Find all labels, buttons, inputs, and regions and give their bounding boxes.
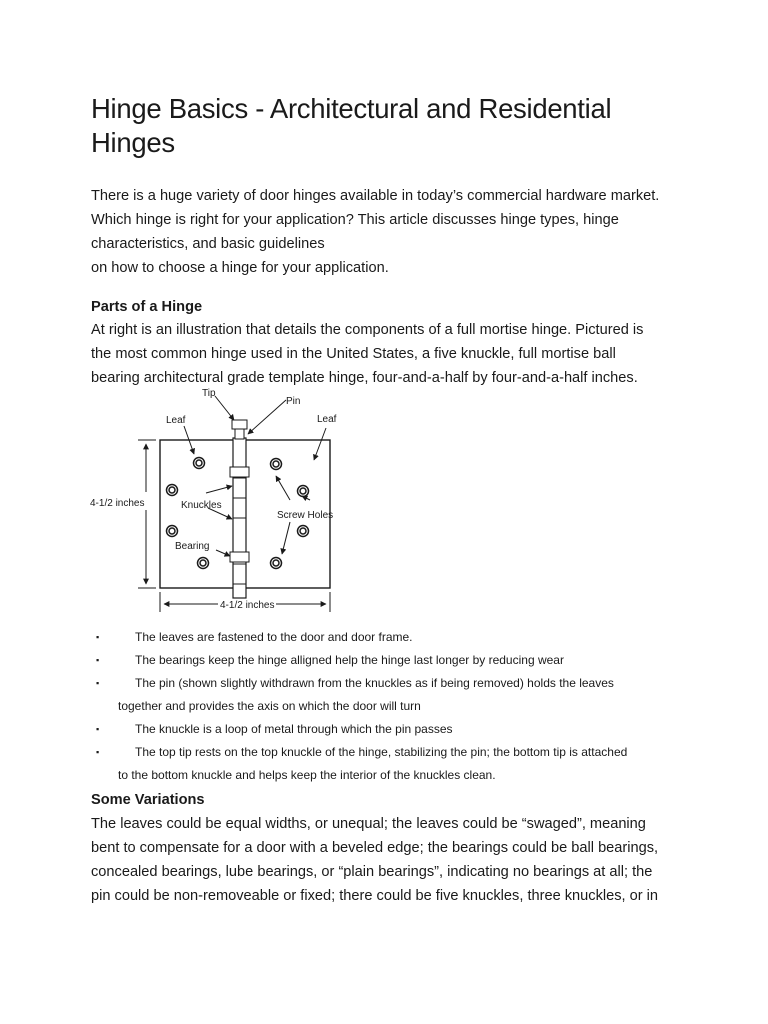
pin-tip: [232, 420, 247, 429]
bullet-icon: ▪: [96, 747, 100, 757]
list-item-text: The pin (shown slightly withdrawn from the knuckles as if being removed) holds the leaves: [135, 676, 614, 690]
variations-line: pin could be non-removeable or fixed; there could be five knuckles, three knuckles, or in: [91, 888, 659, 904]
list-item: [91, 626, 691, 649]
parts-heading: Parts of a Hinge: [91, 299, 203, 315]
bearing-top: [230, 467, 249, 477]
pin-shaft: [235, 429, 244, 439]
bullet-icon: ▪: [96, 655, 100, 665]
intro-line: characteristics, and basic guidelines: [91, 236, 325, 252]
parts-paragraph: [91, 318, 711, 390]
hinge-diagram: [90, 388, 428, 620]
list-item-text-cont: together and provides the axis on which the door will turn: [118, 699, 421, 713]
bearing-bottom: [230, 552, 249, 562]
list-item-text-cont: to the bottom knuckle and helps keep the interior of the knuckles clean.: [118, 768, 496, 782]
label-tip: Tip: [202, 388, 216, 399]
page-title: Hinge Basics - Architectural and Residential Hinges: [91, 93, 612, 158]
intro-line: There is a huge variety of door hinges available in today’s commercial hardware market.: [91, 188, 660, 204]
parts-bullet-list: [91, 626, 691, 787]
list-item: [91, 649, 691, 672]
list-item-text: The leaves are fastened to the door and door frame.: [135, 630, 413, 644]
parts-line: bearing architectural grade template hinge, four-and-a-half by four-and-a-half inches.: [91, 370, 638, 386]
parts-line: At right is an illustration that details the components of a full mortise hinge. Pictured is: [91, 322, 644, 338]
variations-heading: Some Variations: [91, 792, 205, 808]
parts-line: the most common hinge used in the United States, a five knuckle, full mortise ball: [91, 346, 616, 362]
intro-line: Which hinge is right for your application? This article discusses hinge types, hinge: [91, 212, 619, 228]
list-item: [91, 718, 691, 741]
label-height: 4-1/2 inches: [90, 498, 145, 509]
list-item: [91, 741, 691, 787]
label-pin: Pin: [286, 396, 301, 407]
variations-line: The leaves could be equal widths, or unequal; the leaves could be “swaged”, meaning: [91, 816, 646, 832]
list-item: [91, 672, 691, 718]
label-leaf-right: Leaf: [317, 414, 337, 425]
label-knuckles: Knuckles: [181, 500, 222, 511]
bullet-icon: ▪: [96, 632, 100, 642]
intro-line: on how to choose a hinge for your application.: [91, 260, 389, 276]
variations-paragraph: [91, 812, 711, 908]
label-screw-holes: Screw Holes: [277, 510, 334, 521]
list-item-text: The bearings keep the hinge alligned help the hinge last longer by reducing wear: [135, 653, 564, 667]
list-item-text: The top tip rests on the top knuckle of the hinge, stabilizing the pin; the bottom tip is attached: [135, 745, 628, 759]
label-leaf-left: Leaf: [166, 415, 186, 426]
list-item-text: The knuckle is a loop of metal through which the pin passes: [135, 722, 453, 736]
variations-line: bent to compensate for a door with a beveled edge; the bearings could be ball bearings,: [91, 840, 659, 856]
label-bearing: Bearing: [175, 541, 210, 552]
label-width: 4-1/2 inches: [220, 600, 275, 611]
intro-paragraph: [91, 184, 691, 280]
bullet-icon: ▪: [96, 678, 100, 688]
bullet-icon: ▪: [96, 724, 100, 734]
variations-line: concealed bearings, lube bearings, or “plain bearings”, indicating no bearings at all; the: [91, 864, 653, 880]
